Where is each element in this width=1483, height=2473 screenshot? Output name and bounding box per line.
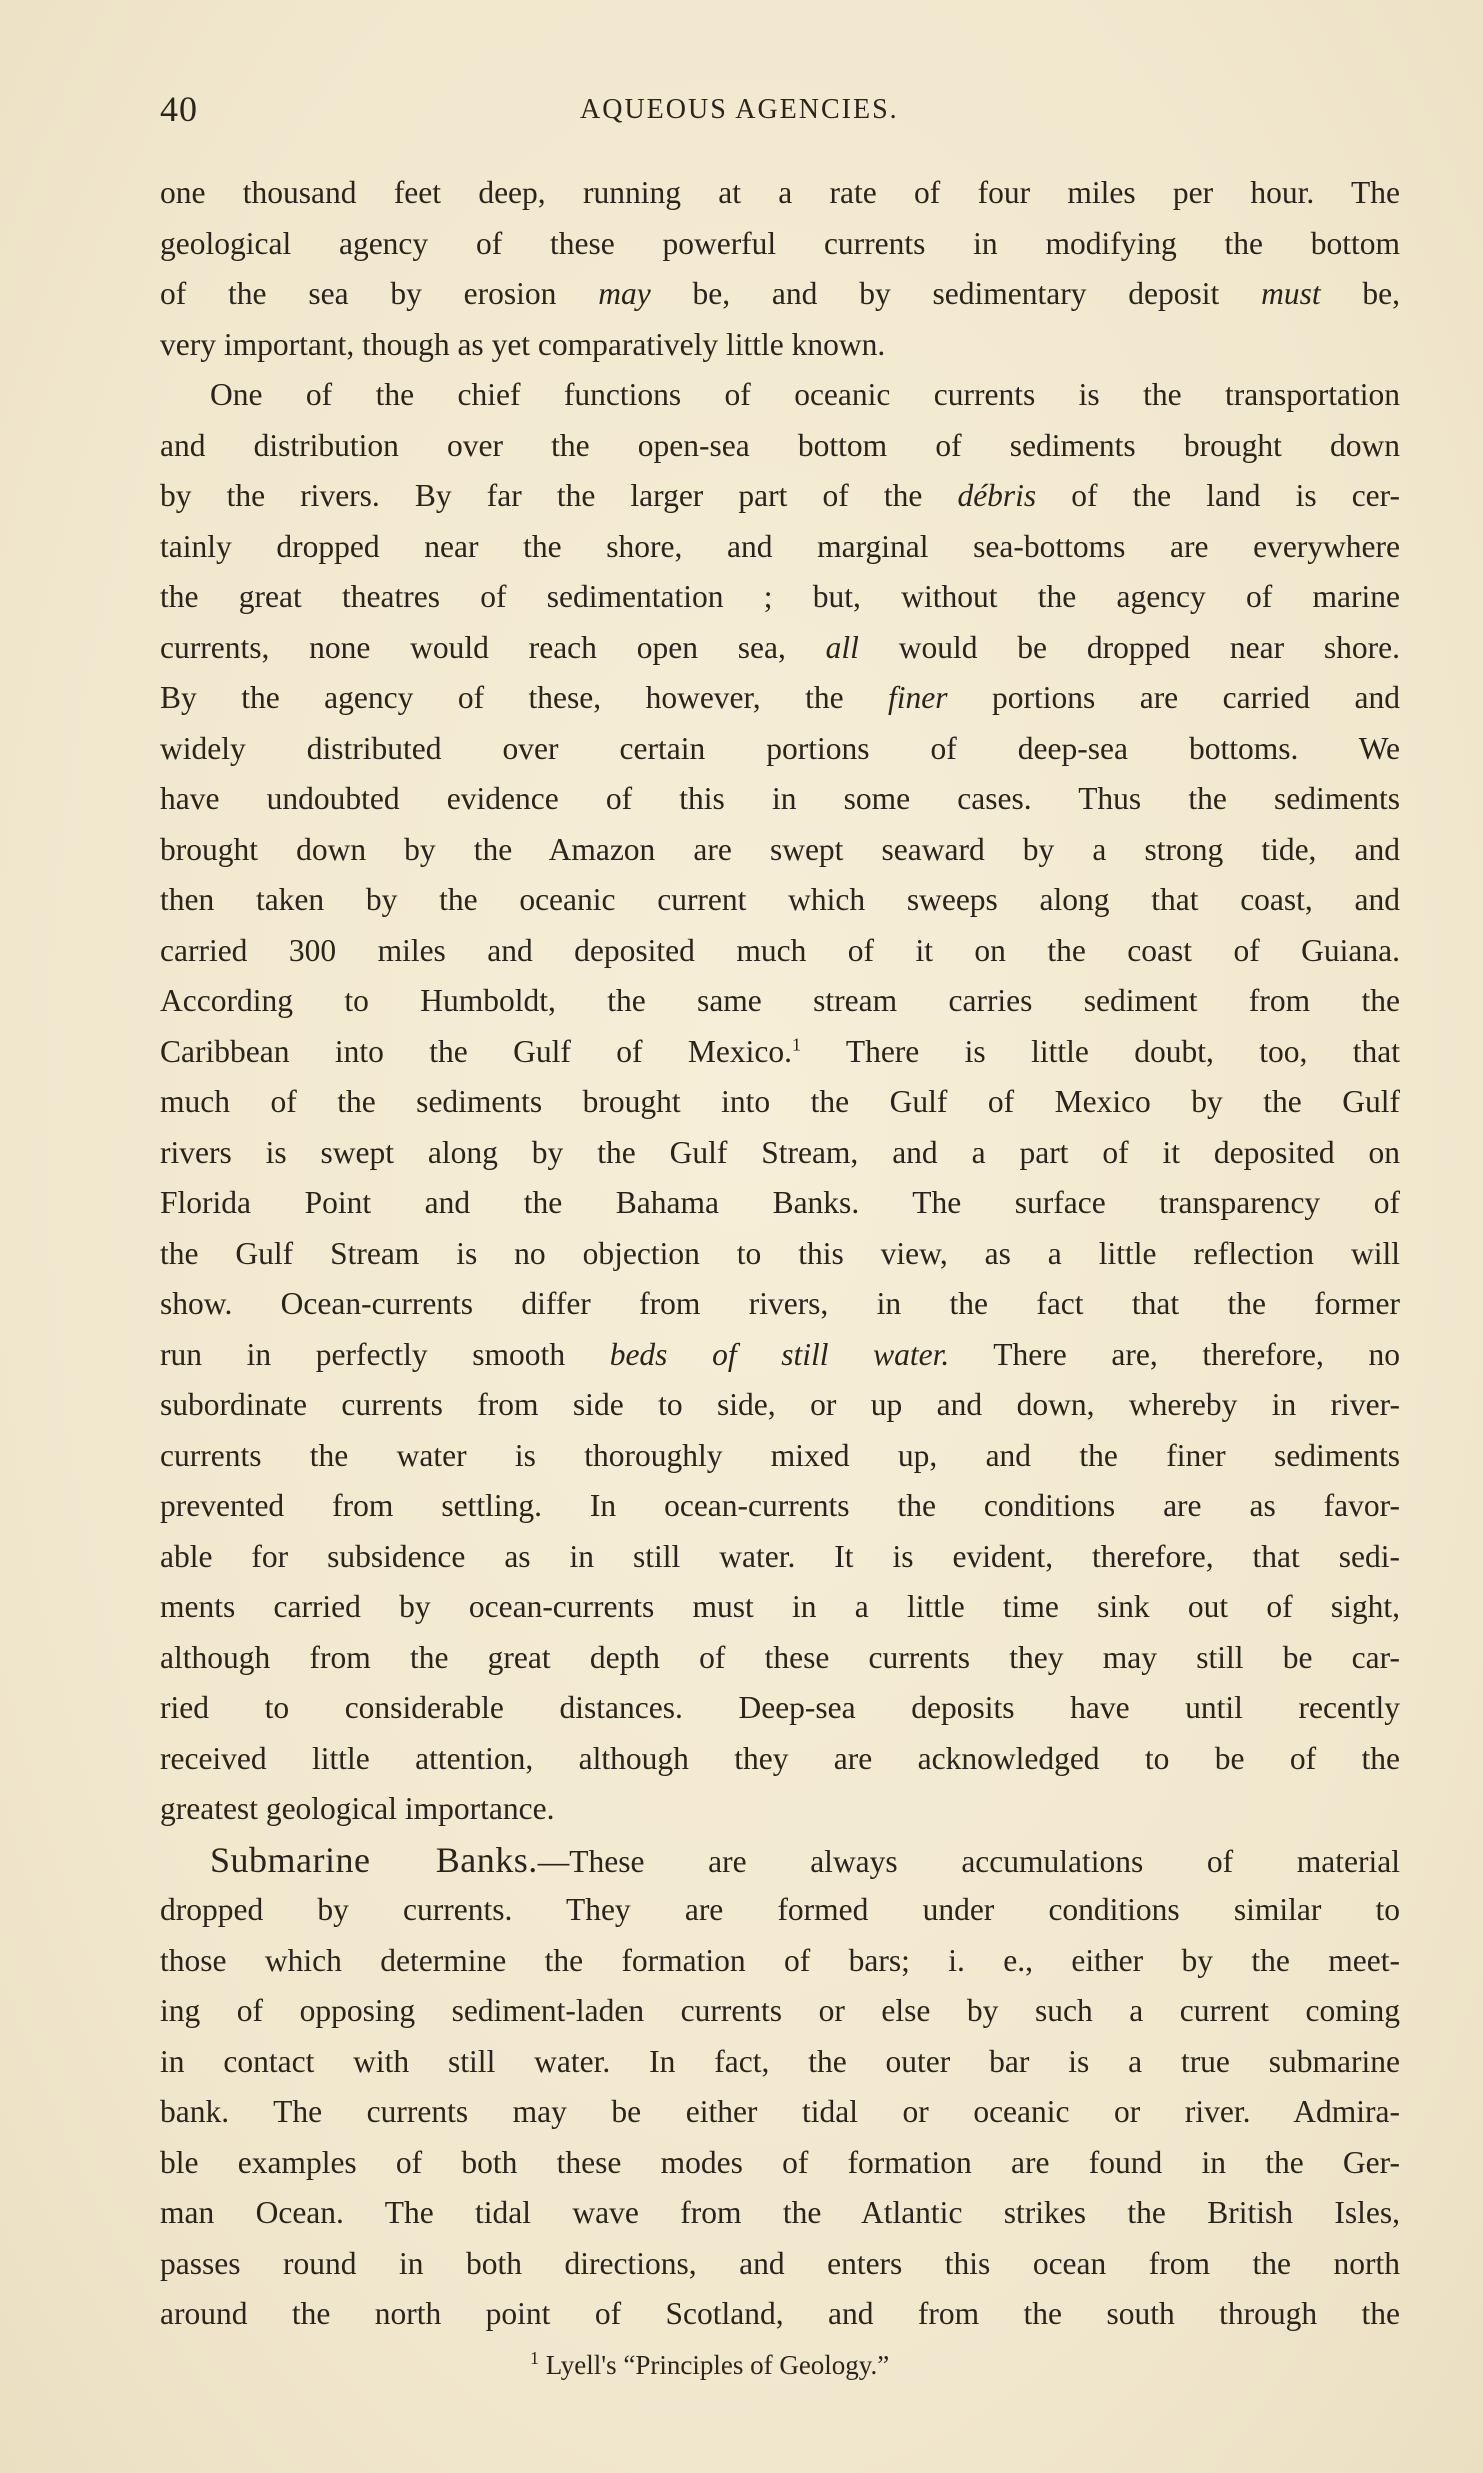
text-line xyxy=(160,1431,1400,1482)
text-span: of the sea by erosion xyxy=(160,276,599,311)
text-line xyxy=(160,522,1400,573)
text-span: ble examples of both these modes of formation are found in the Ger- xyxy=(160,2144,1400,2180)
footnote-text: Lyell's “Principles of Geology.” xyxy=(539,2350,890,2380)
text-span: then taken by the oceanic current which sweeps along that coast, and xyxy=(160,882,1400,917)
text-line xyxy=(160,1633,1400,1684)
text-span: much of the sediments brought into the Gulf of Mexico by the Gulf xyxy=(160,1084,1400,1119)
italic-text: may xyxy=(598,276,651,311)
text-span: widely distributed over certain portions of deep-sea bottoms. We xyxy=(160,730,1400,766)
text-line xyxy=(160,1027,1400,1078)
footnote-marker: 1 xyxy=(530,2348,539,2368)
text-span: ried to considerable distances. Deep-sea deposits have until recently xyxy=(160,1690,1400,1725)
italic-text: must xyxy=(1261,276,1321,311)
text-span: currents, none would reach open sea, xyxy=(160,629,826,665)
text-span: greatest geological importance. xyxy=(160,1791,555,1826)
text-line xyxy=(160,1936,1400,1987)
text-span: According to Humboldt, the same stream carries sediment from the xyxy=(160,983,1400,1018)
text-line xyxy=(160,269,1400,320)
text-span: bank. The currents may be either tidal or oceanic or river. Admira- xyxy=(160,2094,1400,2129)
text-line xyxy=(160,471,1400,522)
text-span: the great theatres of sedimentation ; but, without the agency of marine xyxy=(160,579,1400,614)
footnote xyxy=(530,2350,889,2381)
text-span: by the rivers. By far the larger part of the xyxy=(160,478,958,513)
footnote-reference: 1 xyxy=(792,1034,801,1054)
text-span: portions are carried and xyxy=(947,680,1400,715)
italic-text: débris xyxy=(957,478,1037,513)
text-span: geological agency of these powerful currents in modifying the bottom xyxy=(160,225,1400,261)
text-span: ing of opposing sediment-laden currents or else by such a current coming xyxy=(160,1993,1400,2028)
text-line xyxy=(160,2138,1400,2189)
italic-text: beds of still water. xyxy=(609,1336,950,1372)
running-head: AQUEOUS AGENCIES. xyxy=(580,94,899,125)
text-span: have undoubted evidence of this in some cases. Thus the sediments xyxy=(160,781,1400,816)
text-span: man Ocean. The tidal wave from the Atlantic strikes the British Isles, xyxy=(160,2195,1400,2230)
text-span: carried 300 miles and deposited much of it on the coast of Guiana. xyxy=(160,932,1400,968)
text-span: Caribbean into the Gulf of Mexico. xyxy=(160,1033,792,1069)
page-number: 40 xyxy=(160,89,198,129)
text-line xyxy=(160,1380,1400,1431)
text-span: tainly dropped near the shore, and marginal sea-bottoms are everywhere xyxy=(160,528,1400,564)
text-span: the Gulf Stream is no objection to this view, as a little reflection will xyxy=(160,1235,1400,1271)
text-span: currents the water is thoroughly mixed up, and the finer sediments xyxy=(160,1437,1400,1473)
text-line xyxy=(160,320,1400,371)
text-line xyxy=(160,219,1400,270)
text-span: There is little doubt, too, that xyxy=(801,1033,1400,1069)
text-span: By the agency of these, however, the xyxy=(160,680,889,715)
text-span: very important, though as yet comparatively little known. xyxy=(160,326,886,362)
text-line xyxy=(160,623,1400,674)
text-line xyxy=(160,421,1400,472)
text-span: one thousand feet deep, running at a rate of four miles per hour. The xyxy=(160,175,1400,210)
page-header xyxy=(160,88,1400,148)
text-line xyxy=(160,825,1400,876)
text-line xyxy=(160,1229,1400,1280)
text-span: rivers is swept along by the Gulf Stream, and a part of it deposited on xyxy=(160,1134,1400,1170)
text-span: —These are always accumulations of material xyxy=(537,1843,1400,1879)
text-line xyxy=(160,1178,1400,1229)
text-line xyxy=(160,926,1400,977)
text-line xyxy=(160,1481,1400,1532)
text-span: Florida Point and the Bahama Banks. The surface transparency of xyxy=(160,1185,1400,1220)
section-heading: Submarine Banks. xyxy=(210,1839,538,1880)
text-span: run in perfectly smooth xyxy=(160,1336,610,1372)
text-span: prevented from settling. In ocean-currents the conditions are as favor- xyxy=(160,1488,1400,1523)
text-line xyxy=(160,1330,1400,1381)
text-line xyxy=(160,370,1400,421)
text-line xyxy=(160,1582,1400,1633)
text-span: show. Ocean-currents differ from rivers, in the fact that the former xyxy=(160,1286,1400,1321)
text-span: in contact with still water. In fact, the outer bar is a true submarine xyxy=(160,2043,1400,2079)
text-line xyxy=(160,1986,1400,2037)
text-span: be, and by sedimentary deposit xyxy=(650,276,1262,311)
text-span: around the north point of Scotland, and from the south through the xyxy=(160,2296,1400,2331)
text-span: those which determine the formation of bars; i. e., either by the meet- xyxy=(160,1942,1400,1978)
text-span: of the land is cer- xyxy=(1036,478,1401,513)
text-line xyxy=(160,1734,1400,1785)
text-span: ments carried by ocean-currents must in a little time sink out of sight, xyxy=(160,1589,1400,1624)
italic-text: finer xyxy=(888,680,948,715)
text-line xyxy=(160,724,1400,775)
text-line xyxy=(160,2289,1400,2340)
text-line xyxy=(160,1077,1400,1128)
text-line xyxy=(160,1835,1400,1886)
text-line xyxy=(160,1279,1400,1330)
text-line xyxy=(160,572,1400,623)
text-line xyxy=(160,2087,1400,2138)
text-line xyxy=(160,168,1400,219)
text-line xyxy=(160,673,1400,724)
text-line xyxy=(160,976,1400,1027)
text-span: One of the chief functions of oceanic currents is the transportation xyxy=(210,377,1400,412)
text-span: would be dropped near shore. xyxy=(858,629,1400,665)
text-span: be, xyxy=(1320,276,1401,311)
text-line xyxy=(160,2188,1400,2239)
text-line xyxy=(160,1128,1400,1179)
text-span: able for subsidence as in still water. It is evident, therefore, that sedi- xyxy=(160,1538,1400,1574)
text-line xyxy=(160,1683,1400,1734)
text-line xyxy=(160,1885,1400,1936)
text-span: brought down by the Amazon are swept seaward by a strong tide, and xyxy=(160,831,1400,867)
text-span: dropped by currents. They are formed under conditions similar to xyxy=(160,1892,1400,1927)
text-line xyxy=(160,1784,1400,1835)
text-span: although from the great depth of these currents they may still be car- xyxy=(160,1639,1400,1675)
text-span: There are, therefore, no xyxy=(949,1336,1400,1372)
body-text xyxy=(160,168,1400,2340)
text-span: received little attention, although they are acknowledged to be of the xyxy=(160,1740,1400,1776)
text-line xyxy=(160,2239,1400,2290)
italic-text: all xyxy=(825,629,859,665)
text-span: subordinate currents from side to side, or up and down, whereby in river- xyxy=(160,1387,1400,1422)
text-span: and distribution over the open-sea bottom of sediments brought down xyxy=(160,427,1400,463)
text-span: passes round in both directions, and enters this ocean from the north xyxy=(160,2245,1400,2281)
text-line xyxy=(160,774,1400,825)
text-line xyxy=(160,2037,1400,2088)
text-line xyxy=(160,875,1400,926)
text-line xyxy=(160,1532,1400,1583)
